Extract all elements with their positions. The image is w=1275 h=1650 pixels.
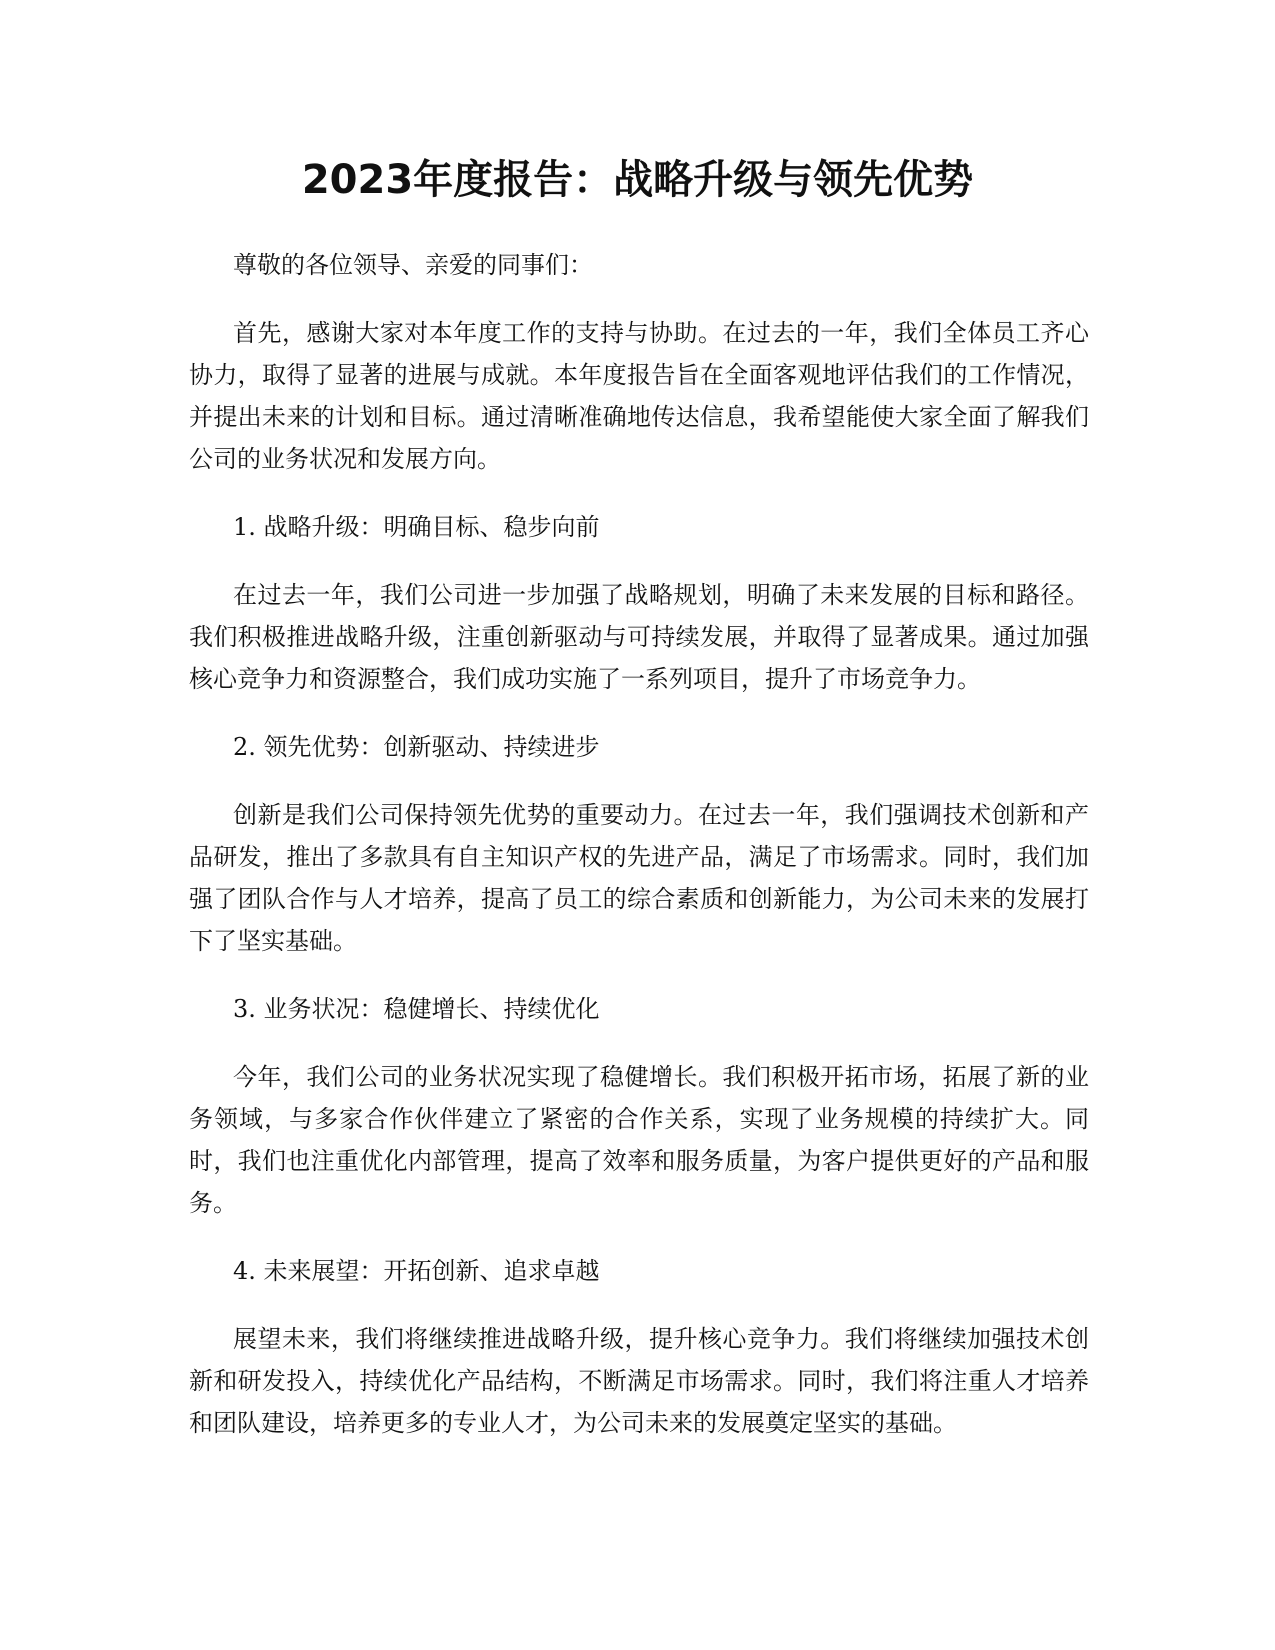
section-body-strategy: 在过去一年，我们公司进一步加强了战略规划，明确了未来发展的目标和路径。我们积极推进战略升级，注重创新驱动与可持续发展，并取得了显著成果。通过加强核心竞争力和资源整合，我们成功实施了一系列项目，提升了市场竞争力。 xyxy=(189,581,1089,693)
section-body-advantage: 创新是我们公司保持领先优势的重要动力。在过去一年，我们强调技术创新和产品研发，推出了多款具有自主知识产权的先进产品，满足了市场需求。同时，我们加强了团队合作与人才培养，提高了员工的综合素质和创新能力，为公司未来的发展打下了坚实基础。 xyxy=(189,801,1089,955)
section-heading-business: 3. 业务状况：稳健增长、持续优化 xyxy=(233,995,600,1023)
section-heading-outlook: 4. 未来展望：开拓创新、追求卓越 xyxy=(233,1257,600,1285)
section-body-outlook: 展望未来，我们将继续推进战略升级，提升核心竞争力。我们将继续加强技术创新和研发投入，持续优化产品结构，不断满足市场需求。同时，我们将注重人才培养和团队建设，培养更多的专业人才，为公司未来的发展奠定坚实的基础。 xyxy=(189,1325,1089,1437)
greeting-paragraph: 尊敬的各位领导、亲爱的同事们： xyxy=(233,251,593,279)
document-title: 2023年度报告：战略升级与领先优势 xyxy=(301,157,974,203)
section-heading-strategy: 1. 战略升级：明确目标、稳步向前 xyxy=(233,513,600,541)
section-heading-advantage: 2. 领先优势：创新驱动、持续进步 xyxy=(233,733,600,761)
intro-paragraph: 首先，感谢大家对本年度工作的支持与协助。在过去的一年，我们全体员工齐心协力，取得了显著的进展与成就。本年度报告旨在全面客观地评估我们的工作情况，并提出未来的计划和目标。通过清晰准确地传达信息，我希望能使大家全面了解我们公司的业务状况和发展方向。 xyxy=(189,319,1089,473)
document-body xyxy=(189,244,1089,1470)
section-body-business: 今年，我们公司的业务状况实现了稳健增长。我们积极开拓市场，拓展了新的业务领域，与多家合作伙伴建立了紧密的合作关系，实现了业务规模的持续扩大。同时，我们也注重优化内部管理，提高了效率和服务质量，为客户提供更好的产品和服务。 xyxy=(189,1063,1089,1217)
